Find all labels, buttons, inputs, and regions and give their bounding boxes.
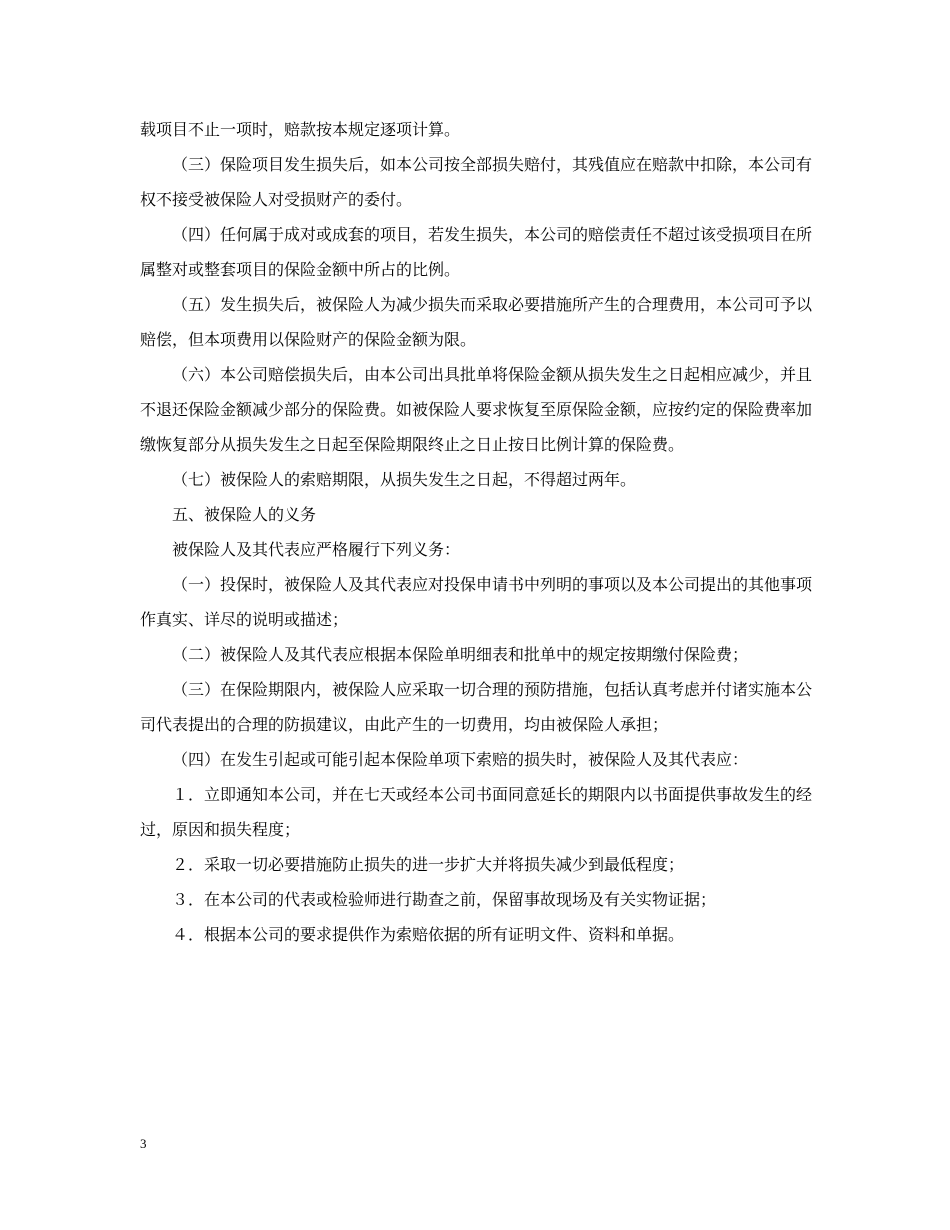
paragraph: （三）保险项目发生损失后，如本公司按全部损失赔付，其残值应在赔款中扣除，本公司有权不接受被保险人对受损财产的委付。 (140, 155, 813, 209)
paragraph: （七）被保险人的索赔期限，从损失发生之日起，不得超过两年。 (172, 470, 637, 489)
paragraph: ２．采取一切必要措施防止损失的进一步扩大并将损失减少到最低程度； (172, 855, 685, 874)
paragraph: （六）本公司赔偿损失后，由本公司出具批单将保险金额从损失发生之日起相应减少，并且不退还保险金额减少部分的保险费。如被保险人要求恢复至原保险金额，应按约定的保险费率加缴恢复部分从损失发生之日起至保险期限终止之日止按日比例计算的保险费。 (140, 365, 813, 454)
page-number: 3 (140, 1136, 147, 1151)
paragraph: （五）发生损失后，被保险人为减少损失而采取必要措施所产生的合理费用，本公司可予以赔偿，但本项费用以保险财产的保险金额为限。 (140, 295, 813, 349)
paragraph: （四）在发生引起或可能引起本保险单项下索赔的损失时，被保险人及其代表应： (172, 750, 749, 769)
paragraph: ３．在本公司的代表或检验师进行勘查之前，保留事故现场及有关实物证据； (172, 890, 717, 909)
paragraph: （三）在保险期限内，被保险人应采取一切合理的预防措施，包括认真考虑并付诸实施本公司代表提出的合理的防损建议，由此产生的一切费用，均由被保险人承担； (140, 680, 813, 734)
paragraph: （四）任何属于成对或成套的项目，若发生损失，本公司的赔偿责任不超过该受损项目在所属整对或整套项目的保险金额中所占的比例。 (140, 225, 813, 279)
paragraph: 五、被保险人的义务 (172, 505, 317, 524)
paragraph: 被保险人及其代表应严格履行下列义务： (172, 540, 461, 559)
paragraph: ４．根据本公司的要求提供作为索赔依据的所有证明文件、资料和单据。 (172, 925, 685, 944)
paragraph: 载项目不止一项时，赔款按本规定逐项计算。 (140, 120, 461, 139)
paragraph: （一）投保时，被保险人及其代表应对投保申请书中列明的事项以及本公司提出的其他事项作真实、详尽的说明或描述； (140, 575, 813, 629)
document-body (140, 112, 812, 952)
paragraph: １．立即通知本公司，并在七天或经本公司书面同意延长的期限内以书面提供事故发生的经过，原因和损失程度； (140, 785, 813, 839)
paragraph: （二）被保险人及其代表应根据本保险单明细表和批单中的规定按期缴付保险费； (172, 645, 749, 664)
